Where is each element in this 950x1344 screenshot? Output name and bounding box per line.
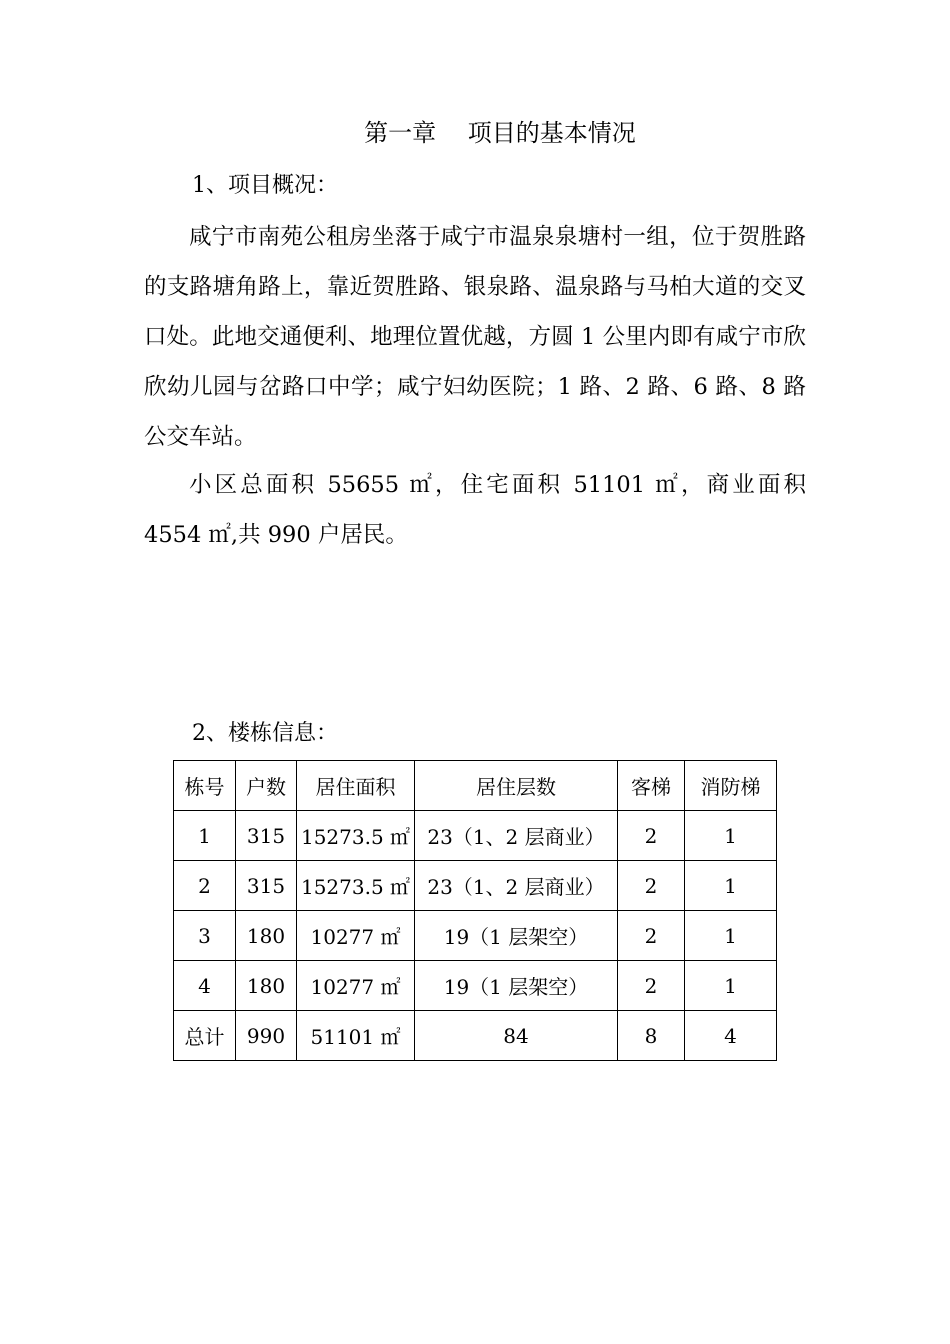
cell-fire-elevators: 1	[685, 811, 777, 861]
cell-floors: 23（1、2 层商业）	[415, 861, 618, 911]
cell-building-no: 4	[174, 961, 236, 1011]
table-row	[174, 961, 777, 1011]
building-info-table	[173, 760, 777, 1061]
cell-total-label: 总计	[174, 1011, 236, 1061]
cell-fire-elevators: 1	[685, 911, 777, 961]
project-location-paragraph: 咸宁市南苑公租房坐落于咸宁市温泉泉塘村一组，位于贺胜路的支路塘角路上，靠近贺胜路、银泉路、温泉路与马柏大道的交叉口处。此地交通便利、地理位置优越，方圆 1 公里内即有咸宁市欣欣幼儿园与岔路口中学；咸宁妇幼医院；1 路、2 路、6 路、8 路公交车站。	[144, 224, 806, 450]
cell-living-area: 10277 ㎡	[297, 911, 415, 961]
cell-total-floors: 84	[415, 1011, 618, 1061]
cell-passenger-elevators: 2	[618, 911, 685, 961]
header-building-no: 栋号	[174, 761, 236, 811]
table-row	[174, 811, 777, 861]
cell-building-no: 3	[174, 911, 236, 961]
cell-total-living-area: 51101 ㎡	[297, 1011, 415, 1061]
section-heading-project-overview: 1、项目概况：	[192, 173, 338, 198]
table-row	[174, 861, 777, 911]
table-total-row	[174, 1011, 777, 1061]
section-heading-building-info: 2、楼栋信息：	[192, 721, 338, 746]
table-header-row	[174, 761, 777, 811]
cell-floors: 19（1 层架空）	[415, 961, 618, 1011]
project-area-paragraph: 小区总面积 55655 ㎡，住宅面积 51101 ㎡，商业面积 4554 ㎡,共 990 户居民。	[144, 472, 806, 548]
cell-floors: 23（1、2 层商业）	[415, 811, 618, 861]
cell-passenger-elevators: 2	[618, 961, 685, 1011]
cell-households: 180	[236, 911, 297, 961]
header-fire-elevators: 消防梯	[685, 761, 777, 811]
cell-building-no: 1	[174, 811, 236, 861]
cell-fire-elevators: 1	[685, 961, 777, 1011]
cell-passenger-elevators: 2	[618, 861, 685, 911]
cell-total-passenger-elevators: 8	[618, 1011, 685, 1061]
cell-living-area: 15273.5 ㎡	[297, 861, 415, 911]
header-households: 户数	[236, 761, 297, 811]
header-passenger-elevators: 客梯	[618, 761, 685, 811]
chapter-title: 第一章 项目的基本情况	[364, 119, 636, 147]
header-floors: 居住层数	[415, 761, 618, 811]
cell-living-area: 15273.5 ㎡	[297, 811, 415, 861]
table-row	[174, 911, 777, 961]
cell-total-households: 990	[236, 1011, 297, 1061]
cell-building-no: 2	[174, 861, 236, 911]
header-living-area: 居住面积	[297, 761, 415, 811]
cell-fire-elevators: 1	[685, 861, 777, 911]
cell-total-fire-elevators: 4	[685, 1011, 777, 1061]
cell-households: 315	[236, 861, 297, 911]
cell-living-area: 10277 ㎡	[297, 961, 415, 1011]
cell-households: 180	[236, 961, 297, 1011]
cell-passenger-elevators: 2	[618, 811, 685, 861]
cell-floors: 19（1 层架空）	[415, 911, 618, 961]
cell-households: 315	[236, 811, 297, 861]
